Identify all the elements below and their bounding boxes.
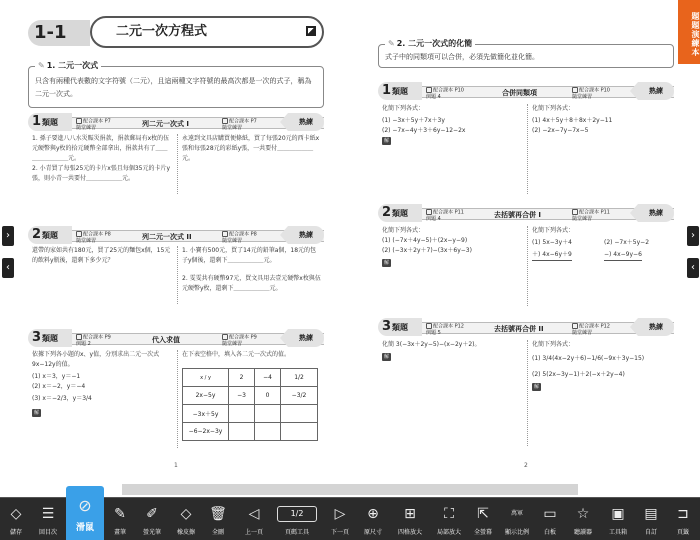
r2-item-3a: (1) 5x−3y＋4 <box>532 239 572 246</box>
save-button[interactable]: ◇ 儲存 <box>2 498 30 540</box>
clear-all-button[interactable]: 🗑 全刪 <box>204 498 232 540</box>
right-back-arrow-icon[interactable]: ‹ <box>687 258 699 278</box>
highlighter-button[interactable]: ✐ 螢光筆 <box>136 498 168 540</box>
r1-item-1: (1) −3x＋5y＋7x＋3y <box>382 117 445 124</box>
star-icon: ☆ <box>576 506 590 522</box>
book-icon <box>426 323 432 329</box>
answer-icon[interactable]: 解 <box>383 138 389 144</box>
problem-tag: 熟練 <box>288 113 324 131</box>
ref-left: 配合課本 P10 例題 4 <box>426 87 464 100</box>
book-icon <box>76 231 82 237</box>
concept-box-2 <box>378 39 674 68</box>
ref-right: 配合課本 P12 隨堂練習 <box>572 323 610 336</box>
pencil-icon: ✎ <box>388 39 395 48</box>
corner-icon <box>306 26 316 36</box>
toolbox-icon: ▣ <box>611 506 625 522</box>
problem-tag: 熟練 <box>638 82 674 100</box>
table-corner: x / y <box>183 369 229 387</box>
crop-zoom-icon: ⛶ <box>444 506 454 522</box>
ref-right: 配合課本 P11 隨堂練習 <box>572 209 610 222</box>
problem-bar-2 <box>28 226 324 244</box>
toolbox-button[interactable]: ▣ 工具箱 <box>602 498 634 540</box>
whiteboard-icon: ▭ <box>543 506 557 522</box>
bookmark-button[interactable]: ⊐ 頁籤 <box>668 498 698 540</box>
scale-icon: 萬軍 <box>510 510 523 517</box>
table-cell[interactable] <box>281 423 318 441</box>
question-1-2: 2. 小青買了每張25元的卡片x張且每個35元的卡片y張，則小青一共要付＿＿＿＿＿＿元。 <box>32 165 171 182</box>
table-cell[interactable] <box>229 423 255 441</box>
pencil-icon: ✎ <box>38 61 45 70</box>
table-cell: 2 <box>229 369 255 387</box>
value-table <box>182 368 318 441</box>
r2-item-2: (2) (−3x＋2y＋7)−(3x＋6y−3) <box>382 247 472 254</box>
table-cell[interactable] <box>281 405 318 423</box>
divider <box>177 350 178 448</box>
book-icon <box>76 334 82 340</box>
question-1-3: 永遠到文具店購買便條紙，買了每張20元的西卡紙x張和每張28元的彩紙y張，一共要付＿＿＿＿＿＿元。 <box>182 135 320 162</box>
ref-left: 配合課本 P8 隨堂練習 <box>76 231 111 244</box>
problem-name: 去括號再合併 I <box>494 211 542 219</box>
ref-right: 配合課本 P10 隨堂練習 <box>572 87 610 100</box>
eraser-icon: ◇ <box>10 506 22 522</box>
page-number: 1 <box>174 462 178 469</box>
bottom-toolbar <box>0 497 700 540</box>
next-icon: ▷ <box>334 506 346 522</box>
question-2-3: 2. 雯雯共有硬幣97元，買文具用去壹元硬幣x枚與伍元硬幣y枚，還剩下＿＿＿＿＿＿元。 <box>182 275 321 292</box>
table-cell: −3x＋5y <box>183 405 229 423</box>
ref-right: 配合課本 P7 隨堂練習 <box>222 118 257 131</box>
pen-icon: ✎ <box>114 506 126 522</box>
answer-icon[interactable]: 解 <box>383 354 389 360</box>
problem-bar-3 <box>28 329 324 347</box>
problem-bar-r2 <box>378 204 674 222</box>
chapter-title: 二元一次方程式 <box>90 16 324 48</box>
book-icon <box>572 209 578 215</box>
r1-title-right: 化簡下列各式： <box>532 105 575 112</box>
prev-icon: ◁ <box>248 506 260 522</box>
four-grid-zoom-button[interactable]: ⊞ 四格放大 <box>390 498 430 540</box>
problem-badge: 3類題 <box>28 329 72 347</box>
problem-bar-r3 <box>378 318 674 336</box>
problem-badge: 2類題 <box>378 204 422 222</box>
r3-item-2: (2) 5(2x−3y−1)＋2(−x＋2y−4) <box>532 371 625 378</box>
table-cell: −6−2x−3y <box>183 423 229 441</box>
answer-icon[interactable]: 解 <box>33 410 39 416</box>
problem-badge: 1類題 <box>378 82 422 100</box>
partial-zoom-button[interactable]: ⛶ 局部放大 <box>432 498 466 540</box>
r2-title-right: 化簡下列各式： <box>532 227 575 234</box>
table-cell: 2x−5y <box>183 387 229 405</box>
question-3-2: 在下表空格中，填入各二元一次式的值。 <box>182 351 291 358</box>
answer-icon[interactable]: 解 <box>383 260 389 266</box>
r1-item-2: (2) −7x−4y＋3＋6y−12−2x <box>382 127 466 134</box>
table-cell[interactable] <box>255 405 281 423</box>
right-page <box>378 0 674 480</box>
problem-name: 列二元一次式 II <box>142 233 192 241</box>
custom-button[interactable]: ▤ 自訂 <box>636 498 666 540</box>
reader-button[interactable]: ☆ 聽讀器 <box>566 498 600 540</box>
problem-badge: 2類題 <box>28 226 72 244</box>
concept-box-1 <box>28 61 324 108</box>
mouse-button[interactable]: ⊘ 滑鼠 <box>66 486 104 540</box>
answer-icon[interactable]: 解 <box>533 384 539 390</box>
eraser-icon: ◇ <box>180 506 192 522</box>
r1-item-4: (2) −2x−7y−7x−5 <box>532 127 589 134</box>
r1-item-3: (1) 4x＋5y＋8＋8x＋2y−11 <box>532 117 613 124</box>
fullscreen-button[interactable]: ⇱ 全螢幕 <box>468 498 498 540</box>
page-indicator[interactable]: 1/2 <box>277 506 317 522</box>
mouse-icon: ⊘ <box>78 496 92 515</box>
table-cell[interactable] <box>229 405 255 423</box>
book-icon <box>222 334 228 340</box>
r3-title-right: 化簡下列各式： <box>532 341 575 348</box>
eraser-button[interactable]: ◇ 橡皮擦 <box>170 498 202 540</box>
problem-tag: 熟練 <box>288 329 324 347</box>
ref-right: 配合課本 P8 隨堂練習 <box>222 231 257 244</box>
book-icon <box>222 231 228 237</box>
r2-item-4a: (2) −7x＋5y−2 <box>604 239 650 246</box>
table-cell: −3/2 <box>281 387 318 405</box>
table-cell: −3 <box>229 387 255 405</box>
book-icon <box>426 87 432 93</box>
divider <box>177 246 178 304</box>
prev-page-button[interactable]: ◁ 上一頁 <box>238 498 270 540</box>
highlighter-icon: ✐ <box>146 506 158 522</box>
divider <box>527 104 528 194</box>
r1-title-left: 化簡下列各式： <box>382 105 425 112</box>
concept-text: 只含有兩種代表數的文字符號（二元），且這兩種文字符號的最高次都是一次的式子，稱為二元一次式。 <box>35 77 312 98</box>
problem-name: 合併同類項 <box>502 89 537 97</box>
problem-name: 代入求值 <box>152 336 180 344</box>
r3-title-left: 化簡 3(−3x＋2y−5)−(x−2y＋2)。 <box>382 341 481 348</box>
problem-badge: 1類題 <box>28 113 72 131</box>
next-page-button[interactable]: ▷ 下一頁 <box>324 498 356 540</box>
divider <box>527 340 528 446</box>
side-tab[interactable]: 題題演練本 <box>678 0 700 64</box>
book-icon <box>222 118 228 124</box>
r2-item-3b: ＋) 4x−6y＋9 <box>532 250 572 261</box>
question-3-l3: (3) x＝−2/3，y＝3/4 <box>32 395 92 402</box>
chapter-number: 1-1 <box>28 20 90 46</box>
bookmark-icon: ⊐ <box>677 506 689 522</box>
page-number: 2 <box>524 462 528 469</box>
problem-tag: 熟練 <box>638 204 674 222</box>
book-icon <box>572 87 578 93</box>
pen-button[interactable]: ✎ 畫筆 <box>106 498 134 540</box>
left-arrow-icon[interactable]: › <box>2 226 14 246</box>
table-row <box>183 405 318 423</box>
r3-item-1: (1) 3/4(4x−2y＋6)−1/6(−9x＋3y−15) <box>532 355 645 362</box>
left-page <box>28 0 324 480</box>
problem-name: 去括號再合併 II <box>494 325 544 333</box>
table-row <box>183 369 318 387</box>
page-tool-button[interactable]: 1/2 頁碼工具 <box>272 498 322 540</box>
question-3-1: 依據下列各小題的x、y值，分別求出二元一次式9x−12y的值。 <box>32 351 160 368</box>
grid-icon: ⊞ <box>404 506 416 522</box>
left-back-arrow-icon[interactable]: ‹ <box>2 258 14 278</box>
ref-left: 配合課本 P12 例題 5 <box>426 323 464 336</box>
original-size-button[interactable]: ⊕ 原尺寸 <box>358 498 388 540</box>
book-icon <box>426 209 432 215</box>
problem-bar-1 <box>28 113 324 131</box>
r2-item-1: (1) (−7x＋4y−5)＋(2x−y−9) <box>382 237 468 244</box>
right-arrow-icon[interactable]: › <box>687 226 699 246</box>
ref-right: 配合課本 P9 隨堂練習 <box>222 334 257 347</box>
ref-left: 配合課本 P9 例題 2 <box>76 334 111 347</box>
table-row <box>183 423 318 441</box>
toc-button[interactable]: ☰ 回目次 <box>32 498 64 540</box>
ref-left: 配合課本 P7 隨堂練習 <box>76 118 111 131</box>
question-3-l1: (1) x＝3，y＝−1 <box>32 373 81 380</box>
concept-title: ✎ 1. 二元一次式 <box>35 60 101 71</box>
table-cell: −4 <box>255 369 281 387</box>
display-scale-button[interactable]: 萬軍 顯示比例 <box>500 498 534 540</box>
question-2-2: 1. 小寶有500元，買了14元的鉛筆a個，18元的包子y個後，還剩下＿＿＿＿＿＿元。 <box>182 247 317 264</box>
divider <box>177 134 178 194</box>
divider <box>527 226 528 306</box>
problem-badge: 3類題 <box>378 318 422 336</box>
concept-title: ✎ 2. 二元一次式的化簡 <box>385 38 475 49</box>
horizontal-scrollbar[interactable] <box>122 484 578 495</box>
problem-tag: 熟練 <box>638 318 674 336</box>
concept-text: 式子中的同類項可以合併，必須先做簡化並化簡。 <box>385 53 539 61</box>
list-icon: ☰ <box>41 506 55 522</box>
r2-item-4b: −) 4x−9y−6 <box>604 250 642 261</box>
ref-left: 配合課本 P11 例題 4 <box>426 209 464 222</box>
book-icon <box>572 323 578 329</box>
fullscreen-icon: ⇱ <box>477 506 489 522</box>
table-cell: 0 <box>255 387 281 405</box>
table-row <box>183 387 318 405</box>
chapter-header <box>28 14 324 50</box>
table-cell[interactable] <box>255 423 281 441</box>
custom-icon: ▤ <box>644 506 658 522</box>
question-3-l2: (2) x＝−2，y＝−4 <box>32 383 86 390</box>
table-cell: 1/2 <box>281 369 318 387</box>
book-icon <box>76 118 82 124</box>
zoom-icon: ⊕ <box>367 506 379 522</box>
trash-icon: 🗑 <box>209 506 227 522</box>
whiteboard-button[interactable]: ▭ 白板 <box>536 498 564 540</box>
problem-name: 列二元一次式 I <box>142 120 190 128</box>
question-1-1: 1. 孫子要進八八水災賑災捐款，捐款郵局有x枚的伍元硬幣與y枚的拾元硬幣全部拿出，捐款共有了＿＿＿＿＿＿＿＿元。 <box>32 135 170 162</box>
problem-bar-r1 <box>378 82 674 100</box>
r2-title-left: 化簡下列各式： <box>382 227 425 234</box>
problem-tag: 熟練 <box>288 226 324 244</box>
question-2-1: 還帶的家如共有180元，買了25元的麵包x個，15元的飲料y瓶後，還剩下多少元？ <box>32 247 171 264</box>
